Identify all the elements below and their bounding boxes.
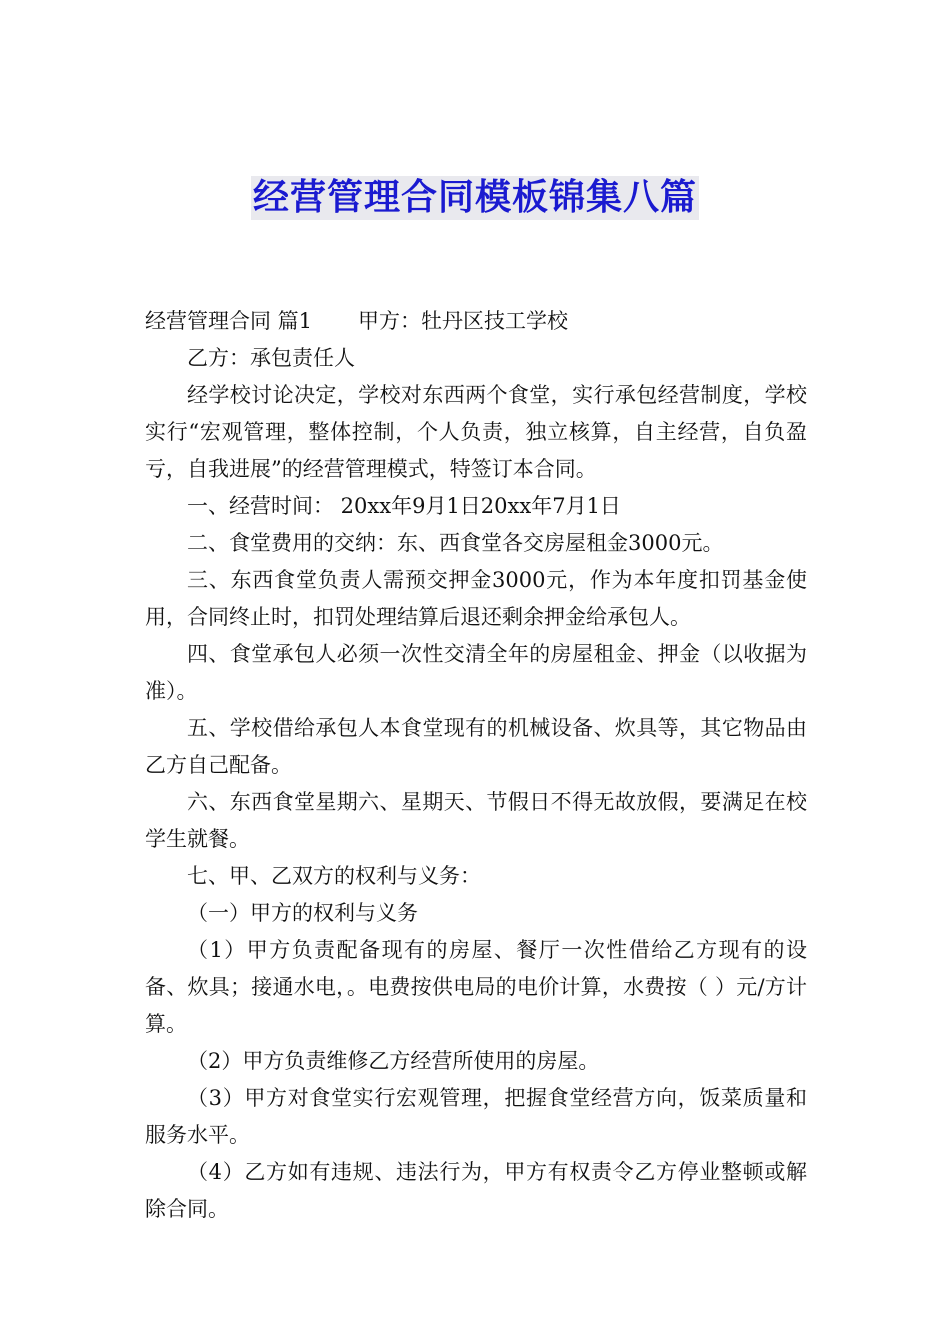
paragraph-clause-4: 四、食堂承包人必须一次性交清全年的房屋租金、押金（以收据为准）。 (145, 642, 807, 703)
paragraph-clause-2: 二、食堂费用的交纳：东、西食堂各交房屋租金3000元。 (187, 531, 724, 555)
section-label: 经营管理合同 篇1 (145, 309, 313, 333)
paragraph-clause-5: 五、学校借给承包人本食堂现有的机械设备、炊具等，其它物品由乙方自己配备。 (145, 716, 807, 777)
paragraph-clause-7: 七、甲、乙双方的权利与义务： (187, 864, 481, 888)
paragraph-item-4: （4）乙方如有违规、违法行为，甲方有权责令乙方停业整顿或解除合同。 (145, 1160, 807, 1221)
paragraph-item-3: （3）甲方对食堂实行宏观管理，把握食堂经营方向，饭菜质量和服务水平。 (145, 1086, 807, 1147)
document-title: 经营管理合同模板锦集八篇 (252, 177, 697, 218)
paragraph-subsection-a: （一）甲方的权利与义务 (187, 901, 418, 925)
paragraph-intro: 经学校讨论决定，学校对东西两个食堂，实行承包经营制度，学校实行“宏观管理，整体控制，个人负责，独立核算，自主经营，自负盈亏，自我进展”的经营管理模式，特签订本合同。 (145, 383, 807, 481)
header-line (145, 303, 807, 340)
party-a-line: 甲方：牡丹区技工学校 (358, 309, 569, 333)
paragraph-clause-3: 三、东西食堂负责人需预交押金3000元，作为本年度扣罚基金使用，合同终止时，扣罚处理结算后退还剩余押金给承包人。 (145, 568, 807, 629)
paragraph-clause-1: 一、经营时间： 20xx年9月1日20xx年7月1日 (187, 494, 621, 518)
document-body (145, 303, 807, 1228)
paragraph-item-1: （1）甲方负责配备现有的房屋、餐厅一次性借给乙方现有的设备、炊具；接通水电，。电费按供电局的电价计算，水费按（ ）元/方计算。 (145, 938, 807, 1036)
paragraph-party-b: 乙方：承包责任人 (187, 346, 355, 370)
paragraph-item-2: （2）甲方负责维修乙方经营所使用的房屋。 (187, 1049, 600, 1073)
paragraph-clause-6: 六、东西食堂星期六、星期天、节假日不得无故放假，要满足在校学生就餐。 (145, 790, 807, 851)
title-container (0, 176, 950, 220)
